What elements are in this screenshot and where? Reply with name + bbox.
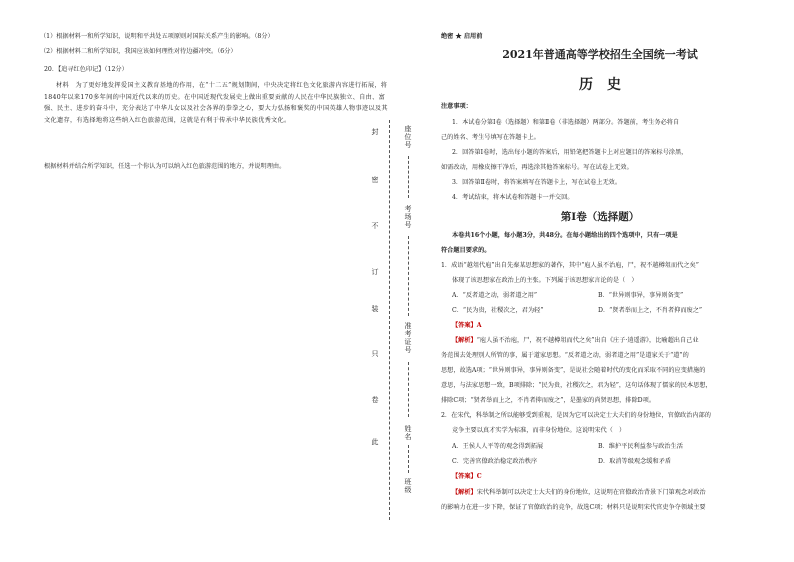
question-stem: 2．在宋代，科举制之所以能够受到重视，是因为它可以决定士大夫们的身份地位，官僚政治内部的 [441, 412, 711, 419]
option-d: D．“贤者举而上之，不肖者抑而废之” [598, 307, 703, 314]
notes-title: 注意事项： [441, 103, 472, 110]
analysis-tag: 【解析】 [452, 337, 477, 344]
binding-char: 只 [371, 350, 379, 358]
explanation-line: 【解析】宋代科举制可以决定士大夫们的身份地位，这说明在官僚政治背景下门第观念对政治 [452, 489, 706, 496]
secret-label: 绝密 ★ 启用前 [441, 33, 483, 40]
explanation-line: 务范围去处理别人所管的事，属于道家思想。“反者道之动，弱者道之用”是道家关于“道”的 [441, 352, 689, 359]
explanation-line: 意思，与法家思想一致，B项排除；“民为贵，社稷次之，君为轻”，这句话体现了儒家的民本思想， [441, 382, 712, 389]
option-d: D．取消等级观念缓和矛盾 [598, 458, 672, 465]
seat-number-label: 座位号 [404, 125, 412, 149]
question-20-material: 材料 为了更好地发挥爱国主义教育基地的作用，在“十二五”规划期间，中央决定将红色文化旅游内容进行拓展，将1840年以来170多年间的中国近代以来的历史。在中国近现代发展史上做出重要贡献的人民在中华民族独立、自由、富强、民主、进步的奋斗中，充分表达了中华儿女以及社会各界的拳拳之心，要大力弘扬和褒奖的中国英雄人物事迹以及其文化遗存，有选择地将这些纳入红色旅游范围，这就是有利于传承中华民族优秀文化。 [44, 82, 388, 124]
note-line: 3．回答第Ⅱ卷时，将答案填写在答题卡上，写在试卷上无效。 [452, 179, 622, 186]
question-2-prompt: （2）根据材料二和所学知识，我国应该如何理性对待边疆冲突。（6分） [40, 48, 237, 55]
explanation-line: 思想，故选A项；“世异则事异，事异则备变”，是说社会随着时代的变化而采取不同的应变措施的 [441, 367, 706, 374]
question-stem: 体现了该思想家在政治上的主张。下列属于该思想家言论的是（ ） [452, 277, 638, 284]
answer-label: 【答案】A [452, 322, 482, 329]
option-b: B．维护平民利益参与政治生活 [598, 443, 683, 450]
note-line: 己的姓名、考生号填写在答题卡上。 [441, 134, 540, 141]
name-line [408, 445, 409, 473]
subject-title: 历 史 [579, 77, 621, 93]
option-a: A．“反者道之动，弱者道之用” [452, 292, 538, 299]
binding-char: 不 [371, 222, 379, 230]
admission-number-label: 准考证号 [404, 322, 412, 354]
option-c: C．完善官僚政治稳定政治秩序 [452, 458, 538, 465]
binding-char: 订 [371, 268, 379, 276]
analysis-tag: 【解析】 [452, 489, 477, 496]
question-stem: 1．成语“越俎代庖”出自先秦某思想家的著作，其中“庖人虽不治庖，尸，祝不越樽俎而代之矣” [441, 262, 699, 269]
explanation-line: 【解析】“庖人虽不治庖，尸，祝不越樽俎而代之矣”出自《庄子·逍遥游》，比喻超出自己业 [452, 337, 699, 344]
question-20-title: 20．【追寻红色印记】（12分） [44, 66, 128, 73]
seat-number-line [408, 156, 409, 198]
option-a: A．王侯人人平等的观念得到拓展 [452, 443, 544, 450]
question-1-prompt: （1）根据材料一和所学知识，说明和平共处五项原则对国际关系产生的影响。（8分） [40, 33, 274, 40]
binding-char: 卷 [371, 396, 379, 404]
section-description: 符合题目要求的。 [441, 247, 491, 254]
section-description: 本卷共16个小题，每小题3分，共48分。在每小题给出的四个选项中，只有一项是 [452, 232, 678, 239]
admission-number-line [408, 362, 409, 417]
note-line: 2．回答第Ⅰ卷时，选出每小题的答案后，用铅笔把答题卡上对应题目的答案标号涂黑， [452, 149, 688, 156]
note-line: 4．考试结束，将本试卷和答题卡一并交回。 [452, 194, 574, 201]
name-label: 姓名 [404, 425, 412, 441]
binding-char: 装 [371, 305, 379, 313]
exam-room-label: 考场号 [404, 205, 412, 229]
exam-room-line [408, 236, 409, 316]
question-20-task: 根据材料并结合所学知识，任选一个你认为可以纳入红色旅游范围的地方，并说明理由。 [44, 163, 286, 170]
option-c: C．“民为贵，社稷次之，君为轻” [452, 307, 544, 314]
note-line: 如需改动，用橡皮擦干净后，再选涂其他答案标号。写在试卷上无效。 [441, 164, 633, 171]
binding-char: 此 [371, 438, 379, 446]
explanation-line: 的影响力在进一步下降，保证了官僚政治的竞争，故选C项；材料只是说明宋代官吏争夺领域主要 [441, 504, 706, 511]
section-title: 第Ⅰ卷（选择题） [560, 211, 640, 223]
answer-label: 【答案】C [452, 473, 482, 480]
option-b: B．“世异则事异，事异则备变” [598, 292, 684, 299]
cut-line [389, 120, 390, 520]
question-stem: 竞争主要以真才实学为标准，而非身份地位。这说明宋代（ ） [452, 427, 626, 434]
class-label: 班级 [404, 478, 412, 494]
note-line: 1．本试卷分第Ⅰ卷（选择题）和第Ⅱ卷（非选择题）两部分。答题前，考生务必将自 [452, 119, 680, 126]
explanation-line: 排除C项；“贤者举而上之，不肖者抑而废之”，是墨家的尚贤思想，排除D项。 [441, 397, 656, 404]
binding-char: 密 [371, 176, 379, 184]
exam-title: 2021年普通高等学校招生全国统一考试 [502, 48, 698, 61]
binding-char: 封 [371, 128, 379, 136]
